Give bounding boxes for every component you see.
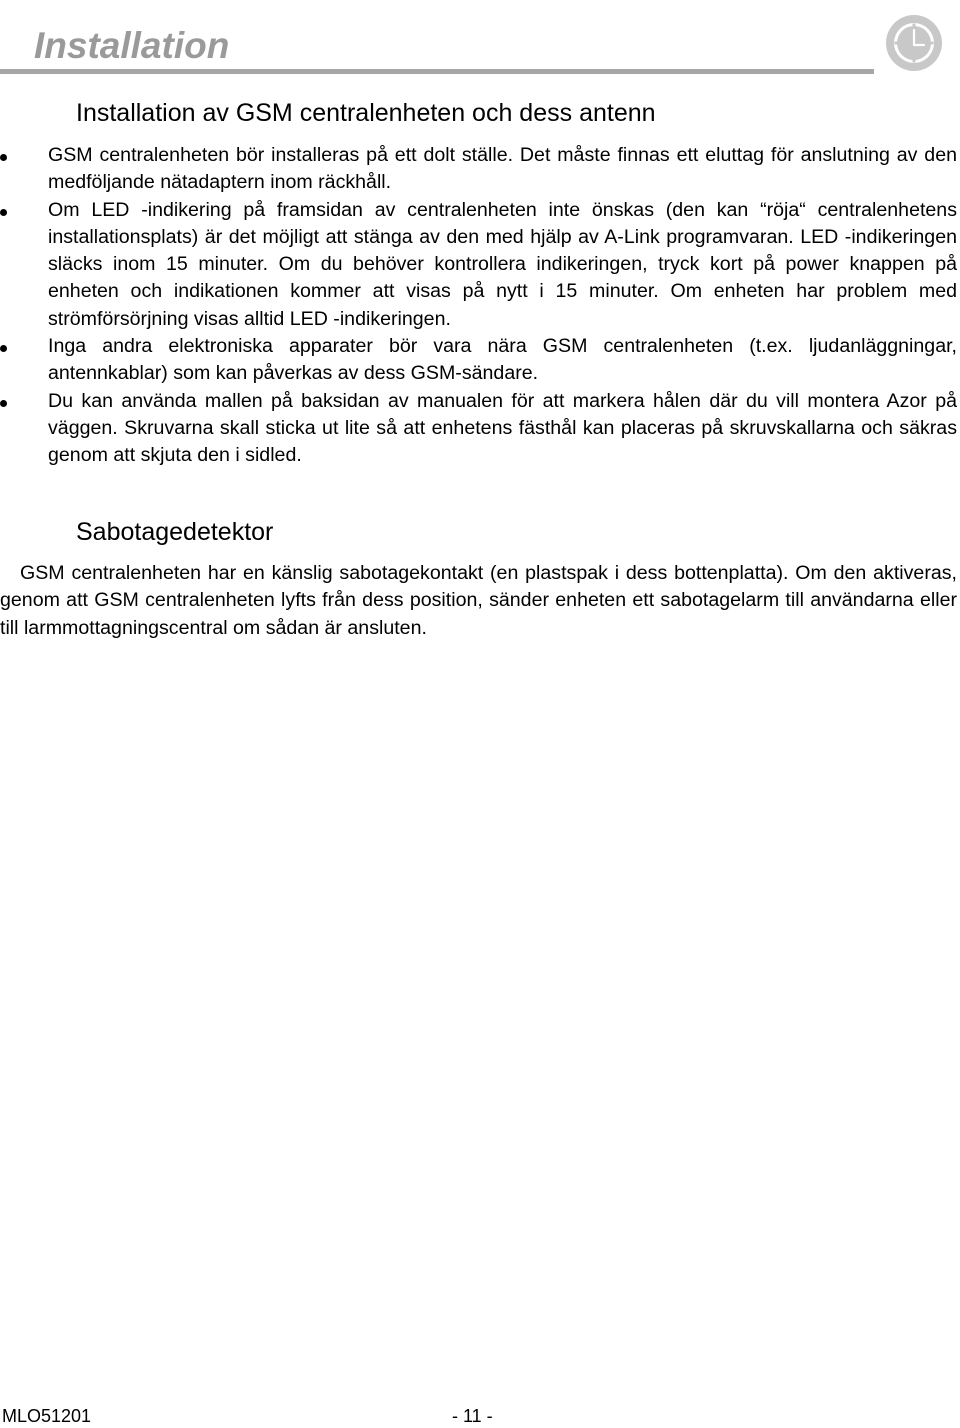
- list-item-text: GSM centralenheten bör installeras på ett dolt ställe. Det måste finnas ett eluttag för anslutning av den medföljande nätadaptern inom räckhåll.: [48, 144, 957, 194]
- clock-icon: [885, 14, 943, 72]
- bullet-icon: [0, 400, 7, 407]
- list-item-text: Inga andra elektroniska apparater bör vara nära GSM centralenheten (t.ex. ljudanläggningar, antennkablar) som kan påverkas av dess GSM-sändare.: [48, 335, 957, 385]
- list-item: [0, 197, 957, 333]
- list-item: [0, 333, 957, 388]
- section-heading-installation: Installation av GSM centralenheten och dess antenn: [76, 99, 656, 127]
- page-title: Installation: [34, 25, 230, 66]
- footer-page-number: - 11 -: [452, 1406, 493, 1426]
- bullet-icon: [0, 209, 7, 216]
- list-item: [0, 388, 957, 470]
- list-item: [0, 142, 957, 197]
- section-heading-sabotage: Sabotagedetektor: [76, 518, 274, 546]
- bullet-icon: [0, 345, 7, 352]
- footer-doc-code: MLO51201: [2, 1406, 92, 1426]
- bullet-icon: [0, 154, 7, 161]
- page-header: [0, 0, 960, 80]
- list-item-text: Du kan använda mallen på baksidan av manualen för att markera hålen där du vill montera Azor på väggen. Skruvarna skall sticka ut lite så att enhetens fästhål kan placeras på skruvskallarna och säkras genom att skjuta den i sidled.: [48, 389, 957, 467]
- list-item-text: Om LED -indikering på framsidan av centralenheten inte önskas (den kan “röja“ centralenhetens installationsplats) är det möjligt att stänga av den med hjälp av A-Link programvaran. LED -indikeringen släcks inom 15 minuter. Om du behöver kontrollera indikeringen, tryck kort på power knappen på enheten och indikationen kommer att visas på nytt i 15 minuter. Om enheten har problem med strömförsörjning visas alltid LED -indikeringen.: [48, 198, 957, 330]
- bullet-list: [0, 142, 960, 470]
- header-rule: [0, 69, 874, 74]
- sabotage-paragraph: GSM centralenheten har en känslig sabotagekontakt (en plastspak i dess bottenplatta). Om den aktiveras, genom att GSM centralenheten lyfts från dess position, sänder enheten ett sabotagelarm till användarna eller till larmmottagningscentral om sådan är ansluten.: [0, 562, 957, 639]
